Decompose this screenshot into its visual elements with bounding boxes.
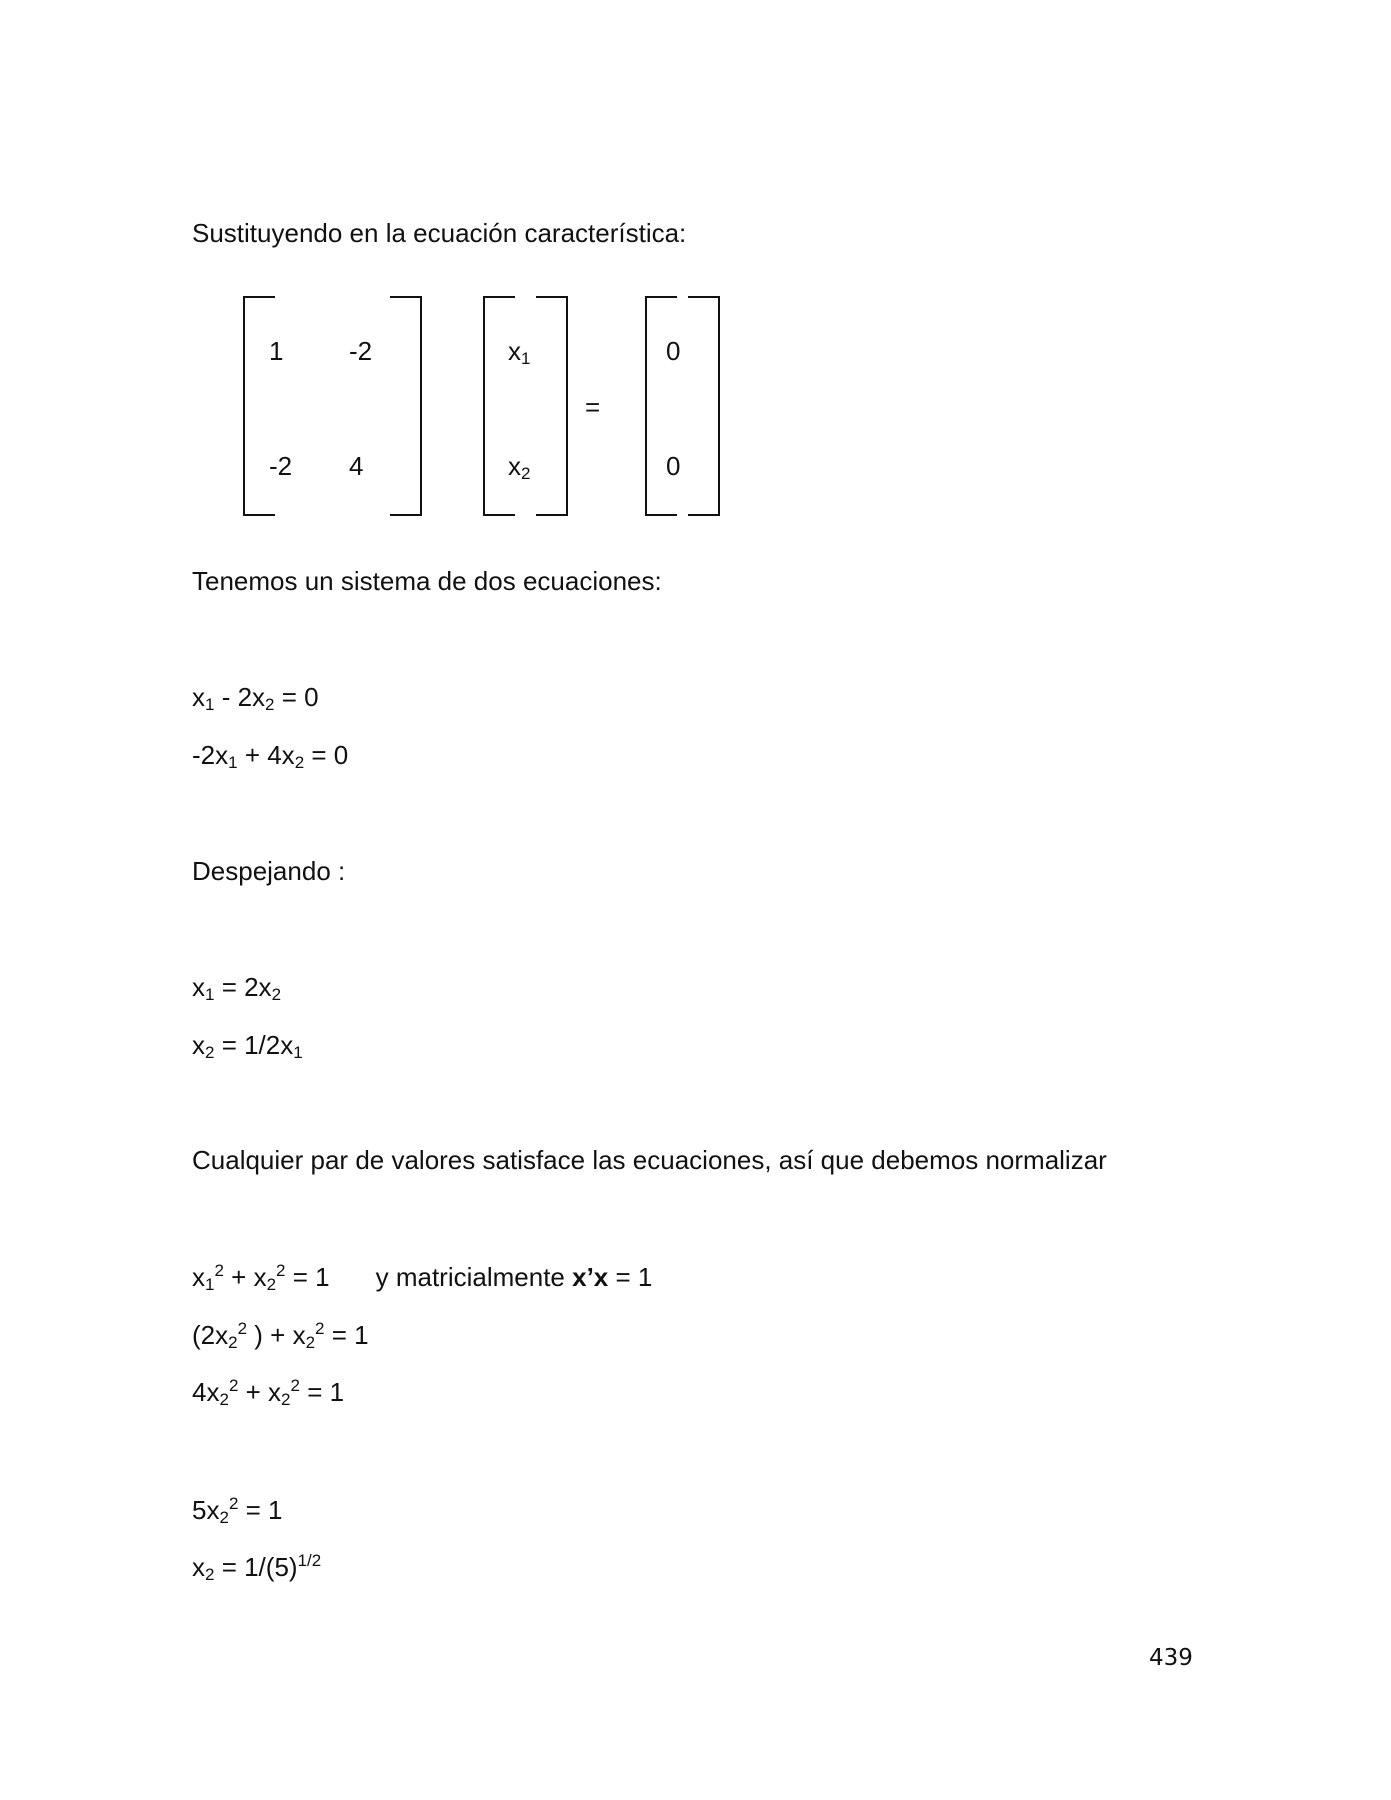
solution-2: $x_2 = 1/2x_1$ xyxy=(192,1030,303,1062)
norm-equation-3: $4x_2^2 + x_2^2 = 1$ xyxy=(192,1376,345,1409)
norm-equation-4: $5x_2^2 = 1$ xyxy=(192,1494,283,1527)
page-number: 439 xyxy=(1149,1645,1193,1671)
intro-text: Sustituyendo en la ecuación característica: xyxy=(192,218,687,248)
vector-x-entry: $x_1$ xyxy=(508,336,531,368)
system-heading: Tenemos un sistema de dos ecuaciones: xyxy=(192,566,662,596)
matrix-a-right-bracket xyxy=(390,296,422,516)
equation-1: $x_1 - 2x_2 = 0$ xyxy=(192,682,319,714)
vector-zero-left-bracket xyxy=(645,296,677,516)
vector-zero-entry: 0 xyxy=(666,336,681,366)
vector-x-left-bracket xyxy=(483,296,515,516)
matrix-a-cell: 1 xyxy=(269,336,284,366)
solve-heading: Despejando : xyxy=(192,856,346,886)
equation-2: $-2x_1 + 4x_2 = 0$ xyxy=(192,740,349,772)
normalize-text: Cualquier par de valores satisface las ecuaciones, así que debemos normalizar xyxy=(192,1145,1107,1175)
norm-equation-1: $x_1^2 + x_2^2 = 1$ y matricialmente x’x = 1 xyxy=(192,1261,653,1294)
vector-zero-right-bracket xyxy=(688,296,720,516)
norm-equation-5: $x_2 = 1/(5)^{1/2}$ xyxy=(192,1551,322,1584)
equals-sign: = xyxy=(585,392,601,422)
matrix-a-cell: 4 xyxy=(349,451,364,481)
matrix-a-cell: -2 xyxy=(269,451,293,481)
matrix-a-left-bracket xyxy=(243,296,275,516)
vector-x-right-bracket xyxy=(536,296,568,516)
solution-1: $x_1 = 2x_2$ xyxy=(192,972,282,1004)
norm-equation-2: ($2x_2^2$ ) + $x_2^2 = 1$ xyxy=(192,1319,369,1352)
matrix-product-bold: x’x xyxy=(572,1262,609,1292)
vector-zero-entry: 0 xyxy=(666,451,681,481)
vector-x-entry: $x_2$ xyxy=(508,451,531,483)
matrix-a-cell: -2 xyxy=(349,336,373,366)
